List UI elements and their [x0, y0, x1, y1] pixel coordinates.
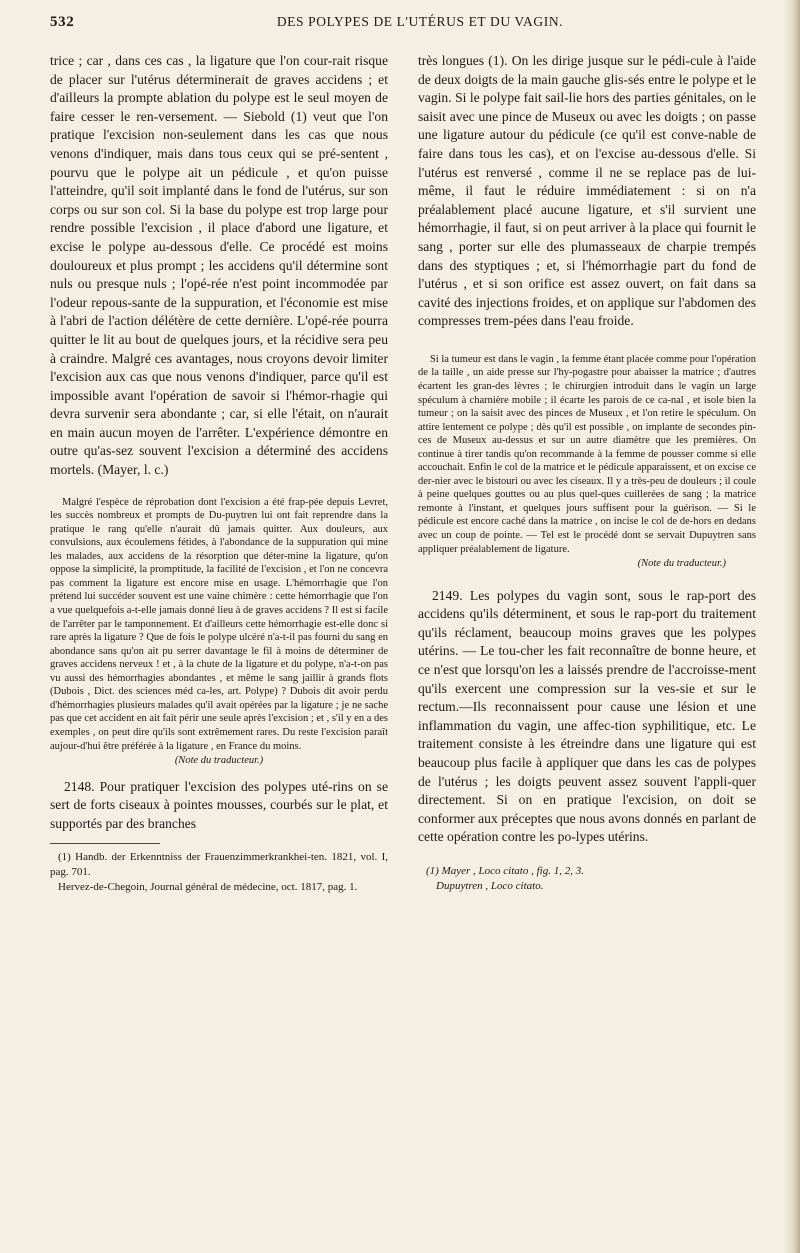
paragraph: très longues (1). On les dirige jusque sur le pédi-cule à l'aide de deux doigts de la main gauche glis-sés entre le polype et le vagin. Si le polype fait sail-lie hors des parties génitales, on le saisit avec une pince de Museux ou avec les doigts ; on passe une ligature autour du pédicule (ce qu'il est conve-nable de faire dans tous les cas), et on l'excise au-dessous d'elle. Si l'utérus est renversé , comme il ne se replace pas de lui-même, il faut le réduire immédiatement : si on n'a préalablement placé aucune ligature, et s'il survient une hémorrhagie, il faut, si on peut arriver à la place qui fournit le sang , porter sur elle des plumasseaux de charpie trempés dans des styptiques ; et, si l'hémorrhagie part du fond de l'utérus , et si son orifice est assez ouvert, on fait dans sa cavité des injections froides, et on applique sur l'abdomen des compresses trem-pées dans l'eau froide. — [418, 53, 756, 329]
running-header — [50, 14, 750, 38]
page-number: 532 — [50, 14, 75, 30]
footnote: Dupuytren , Loco citato. — [436, 880, 544, 893]
footnote: (1) Handb. der Erkenntniss der Frauenzimmerkrankhei-ten. 1821, vol. I, pag. 701. — [50, 851, 388, 878]
note-attribution: (Note du traducteur.) — [637, 558, 726, 570]
note-attribution: (Note du traducteur.) — [174, 755, 264, 767]
footnote-rule — [50, 843, 160, 844]
right-column — [418, 52, 756, 894]
paragraph-2149: 2149. Les polypes du vagin sont, sous le rap-port des accidens qu'ils déterminent, et sous le rap-port du traitement qu'ils réclament, beaucoup moins graves que les polypes utérins. — Le tou-cher les fait reconnaître de bonne heure, et ce n'est que lorsqu'on les a laissés prendre de l'accroisse-ment qu'ils exercent une compression sur la ves-sie et sur le rectum.—Ils reconnaissent pour cause une lésion et une inflammation du vagin, une affec-tion syphilitique, etc. Le traitement consiste à les étreindre dans une ligature qui est beaucoup plus facile à appliquer que dans les cas de polypes de l'utérus ; les doigts peuvent assez souvent l'appli-quer directement. Si on en pratique l'excision, on doit se conformer aux préceptes que nous avons donnés en parlant de cette opération contre les po-lypes utérins. — [418, 587, 756, 845]
paragraph: trice ; car , dans ces cas , la ligature que l'on cour-rait risque de placer sur l'utérus déterminerait de graves accidens ; et d'ailleurs la prompte ablation du polype est le seul moyen de faire cesser le ren-versement. — Siebold (1) veut que l'on pratique l'excision non-seulement dans les cas que nous venons d'indiquer, mais dans tous ceux qui se pré-sentent , pourvu que le polype ait un pédicule , et qu'on puisse l'atteindre, qu'il soit implanté dans le fond de l'utérus, sur son corps ou sur son col. Si la base du polype est trop large pour rendre possible l'excision , il place d'abord une ligature, et excise le polype au-dessous d'elle. Ce procédé est moins douloureux et plus prompt ; les accidens qu'il détermine sont nuls ou presque nuls ; l'opé-rée n'est point incommodée par l'odeur repous-sante de la suppuration, et l'économie est mise à l'abri de l'action délétère de cette dernière. L'opé-rée pourra quitter le lit au bout de quelques jours, et la récidive sera peu à craindre. Malgré ces avantages, nous croyons devoir limiter l'excision aux cas que nous venons d'indiquer, parce qu'il est impossible avant l'opération de savoir si l'hémor-rhagie qui devra survenir sera abondante ; car, si elle l'était, on n'aurait en main aucun moyen de l'arrêter. L'expérience démontre en outre qu'as-sez souvent l'excision a déterminé des accidens mortels. (Mayer, l. c.) — [50, 53, 388, 478]
footnote: (1) Mayer , Loco citato , fig. 1, 2, 3. — [426, 864, 584, 877]
translator-note: Si la tumeur est dans le vagin , la femme étant placée comme pour l'opération de la taille , un aide presse sur l'hy-pogastre pour abaisser la matrice ; d'autres écartent les gran-des lèvres ; le chirurgien introduit dans le vagin un large spéculum à charnière mobile ; il écarte les parois de ce ca-nal , et isole bien la tumeur ; on la saisit avec des pinces de Museux , et l'on retire le spéculum. On attire lentement ce polype ; dès qu'il est possible , on implante de secondes pin-ces de Museux au-dessus et sur un autre diamètre que les premières. On continue à tirer tandis qu'on recommande à la femme de pousser comme si elle accouchait. Enfin le col de la matrice et le pédicule apparaissent, et on excise ce der-nier avec le bistouri ou avec les ciseaux. Il y a très-peu de douleurs ; il coule à peine quelques gouttes ou au plus quel-ques cuillerées de sang ; la matrice remonte à l'instant, et quelques jours suffisent pour la guérison. — Si le pédicule est encore caché dans la matrice , on incise le col de de-hors en dedans avec un coup de pointe. — Tel est le procédé dont se servait Dupuytren sans appliquer préalablement de ligature. — [418, 353, 756, 555]
translator-note: Malgré l'espèce de réprobation dont l'excision a été frap-pée depuis Levret, les succès nombreux et prompts de Du-puytren lui ont fait reprendre dans la pratique le rang qu'elle n'aurait dû jamais quitter. Aux douleurs, aux convulsions, aux écoulemens fétides, à l'abondance de la suppuration qui mine les malades, aux accidens de la résorption que déter-mine la ligature, qu'on oppose la simplicité, la promptitude, la facilité de l'excision , et l'on ne concevra pas comment la ligature est encore mise en usage. L'hémorrhagie que l'on prétend lui succéder souvent est une vaine chimère : cette hémorrhagie que l'on a vue quelquefois a-t-elle jamais donné lieu à de graves accidens ? Il est si facile de l'arrêter par le tamponnement. Et d'ailleurs cette hémorrhagie est-elle donc si rare après la ligature ? Que de fois le polype ulcéré n'a-t-il pas fourni du sang en abondance sans qu'on ait pu serrer davantage le fil à moins de déterminer de graves accidens nerveux ! et , à la chute de la ligature et du polype, n'a-t-on pas vu aussi des hémorrhagies abondantes , et même le sang jaillir à grands flots (Dubois , Dict. des sciences méd ca-les, art. Polype) ? Dubois dit avoir perdu d'hémorrhagies plusieurs malades qu'il avait opérées par la ligature ; je ne sache pas que cet accident en ait fait périr une seule après l'excision ; et , s'il y en a des exemples , on peut dire qu'ils sont extrêmement rares. Du reste l'excision paraît aujour-d'hui être préférée à la ligature , en France du moins. — [50, 496, 388, 752]
footnote: Hervez-de-Chegoin, Journal général de médecine, oct. 1817, pag. 1. — [58, 881, 358, 894]
running-title: DES POLYPES DE L'UTÉRUS ET DU VAGIN. — [276, 14, 564, 29]
page-edge-shadow — [784, 0, 800, 1253]
paragraph-2148: 2148. Pour pratiquer l'excision des polypes uté-rins on se sert de forts ciseaux à pointes mousses, courbés sur le plat, et supportés par des branches — [50, 778, 388, 831]
left-column — [50, 52, 388, 895]
